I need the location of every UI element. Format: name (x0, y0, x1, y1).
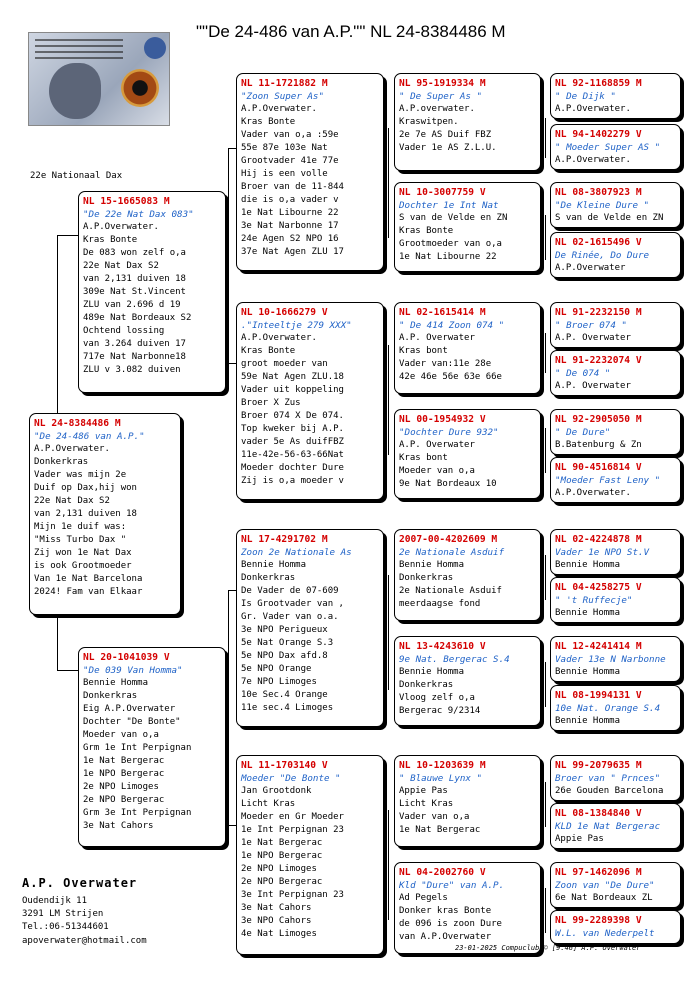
ring-number: NL 13-4243610 V (399, 641, 486, 652)
connector-line (388, 810, 389, 920)
info-line: Moeder en Gr Moeder (241, 812, 344, 822)
pigeon-name: De Rinée, Do Dure (555, 250, 650, 261)
great-grandparent-card[interactable] (394, 529, 541, 621)
info-line: Eig A.P.Overwater (83, 704, 176, 714)
great-grandparent-card[interactable] (394, 862, 541, 954)
info-line: S van de Velde en ZN (399, 213, 508, 223)
ring-number: NL 95-1919334 M (399, 78, 486, 89)
info-line: Hij is een volle (241, 169, 328, 179)
pigeon-name: Dochter 1e Int Nat (399, 200, 499, 211)
print-stamp: 23-01-2025 Compuclub © [9.46] A.P. Overwater (455, 944, 641, 952)
info-line: 2e NPO Limoges (241, 864, 317, 874)
address-line: Oudendijk 11 (22, 896, 88, 906)
info-line: Jan Grootdonk (241, 786, 312, 796)
owner-line: 6e Nat Bordeaux ZL (555, 893, 653, 903)
pigeon-name: W.L. van Nederpelt (555, 928, 655, 939)
pigeon-name: Zoon van "De Dure" (555, 880, 655, 891)
breeder-name: A.P. Overwater (22, 876, 138, 890)
ring-number: NL 10-1203639 M (399, 760, 486, 771)
info-line: Grm 3e Int Perpignan (83, 808, 192, 818)
ring-number: NL 02-1615414 M (399, 307, 486, 318)
info-line: 2e NPO Bergerac (83, 795, 165, 805)
info-line: 717e Nat Narbonne18 (83, 352, 186, 362)
ring-number: NL 02-1615496 V (555, 237, 642, 248)
owner-line: A.P. Overwater (555, 381, 631, 391)
info-line: De 083 won zelf o,a (83, 248, 186, 258)
info-line: Grm 1e Int Perpignan (83, 743, 192, 753)
info-line: Donkerkras (34, 457, 89, 467)
info-line: 1e Nat Bergerac (241, 838, 323, 848)
pigeon-name: " Blauwe Lynx " (399, 773, 482, 784)
info-line: is ook Grootmoeder (34, 561, 132, 571)
owner-line: Bennie Homma (555, 716, 621, 726)
info-line: 1e Int Perpignan 23 (241, 825, 344, 835)
info-line: 489e Nat Bordeaux S2 (83, 313, 192, 323)
pigeon-name: "De 22e Nat Dax 083" (83, 209, 194, 220)
owner-line: Bennie Homma (555, 560, 621, 570)
info-line: Vader 1e AS Z.L.U. (399, 143, 497, 153)
pigeon-name: KLD 1e Nat Bergerac (555, 821, 661, 832)
connector-line (228, 148, 229, 363)
pigeon-name: " De Dijk " (555, 91, 616, 102)
owner-line: Bennie Homma (555, 667, 621, 677)
info-line: 2e Nationale Asduif (399, 586, 502, 596)
ring-number: NL 17-4291702 M (241, 534, 328, 545)
phone-line: Tel.:06-51344601 (22, 922, 109, 933)
pigeon-name: "De 24-486 van A.P." (34, 431, 145, 442)
connector-line (545, 428, 546, 473)
connector-line (388, 345, 389, 455)
info-line: Grootmoeder van o,a (399, 239, 502, 249)
ancestor-card[interactable] (550, 124, 681, 170)
info-line: Broer 074 X De 074. (241, 411, 344, 421)
connector-line (228, 590, 229, 825)
connector-line (57, 235, 79, 236)
pigeon-name: "Dochter Dure 932" (399, 427, 499, 438)
info-line: Kras bont (399, 453, 448, 463)
info-line: Moeder van o,a (399, 466, 475, 476)
pigeon-name: " Broer 074 " (555, 320, 627, 331)
ancestor-card[interactable] (550, 302, 681, 348)
info-line: A.P. Overwater (399, 333, 475, 343)
owner-line: A.P.Overwater (555, 263, 626, 273)
ancestor-card[interactable] (550, 232, 681, 278)
connector-line (545, 555, 546, 600)
pigeon-eye-image (121, 69, 159, 107)
ring-number: 2007-00-4202609 M (399, 534, 498, 545)
ring-number: NL 92-1168859 M (555, 78, 642, 89)
great-grandparent-card[interactable] (394, 636, 541, 726)
ring-number: NL 12-4241414 M (555, 641, 642, 652)
pigeon-name: "Moeder Fast Leny " (555, 475, 661, 486)
info-line: A.P.overwater. (399, 104, 475, 114)
info-line: 4e Nat Limoges (241, 929, 317, 939)
pigeon-name: " De Dure" (555, 427, 611, 438)
breeder-contact (22, 895, 147, 948)
info-line: 37e Nat Agen ZLU 17 (241, 247, 344, 257)
ancestor-card[interactable] (550, 182, 681, 228)
connector-line (388, 128, 389, 238)
info-line: Dochter "De Bonte" (83, 717, 181, 727)
owner-line: S van de Velde en ZN (555, 213, 664, 223)
info-line: 24e Agen S2 NPO 16 (241, 234, 339, 244)
info-line: Donkerkras (399, 573, 454, 583)
pigeon-name: Vader 1e NPO St.V (555, 547, 650, 558)
info-line: 1e NPO Bergerac (83, 769, 165, 779)
ancestor-card[interactable] (550, 862, 681, 908)
page-title: ""De 24-486 van A.P."" NL 24-8384486 M (196, 22, 506, 41)
connector-line (388, 575, 389, 690)
info-line: 1e Nat Bergerac (83, 756, 165, 766)
info-line: 3e NPO Perigueux (241, 625, 328, 635)
info-line: 55e 87e 103e Nat (241, 143, 328, 153)
info-line: 2e 7e AS Duif FBZ (399, 130, 492, 140)
info-line: Vader van o,a (399, 812, 470, 822)
great-grandparent-card[interactable] (394, 409, 541, 499)
ring-number: NL 08-1994131 V (555, 690, 642, 701)
ring-number: NL 08-3807923 M (555, 187, 642, 198)
maternal-grandfather-card[interactable] (236, 529, 384, 727)
ring-number: NL 11-1721882 M (241, 78, 328, 89)
ancestor-card[interactable] (550, 910, 681, 944)
info-line: Donkerkras (399, 680, 454, 690)
info-line: 1e Nat Libourne 22 (241, 208, 339, 218)
pigeon-name: "Zoon Super As" (241, 91, 324, 102)
info-line: Vloog zelf o,a (399, 693, 475, 703)
info-line: 3e NPO Cahors (241, 916, 312, 926)
info-line: Broer van de 11-844 (241, 182, 344, 192)
pigeon-name: " 't Ruffecje" (555, 595, 633, 606)
info-line: 42e 46e 56e 63e 66e (399, 372, 502, 382)
info-line: Grootvader 41e 77e (241, 156, 339, 166)
info-line: Donkerkras (241, 573, 296, 583)
info-line: van 3.264 duiven 17 (83, 339, 186, 349)
owner-line: A.P.Overwater. (555, 488, 631, 498)
owner-line: Appie Pas (555, 834, 604, 844)
info-line: Vader van o,a :59e (241, 130, 339, 140)
owner-line: 26e Gouden Barcelona (555, 786, 664, 796)
pigeon-image (49, 63, 101, 119)
info-line: Kras Bonte (399, 226, 454, 236)
info-line: Ochtend lossing (83, 326, 165, 336)
pigeon-name: 10e Nat. Orange S.4 (555, 703, 661, 714)
pigeon-name: Moeder "De Bonte " (241, 773, 341, 784)
ring-number: NL 92-2905050 M (555, 414, 642, 425)
connector-line (545, 333, 546, 373)
info-line: Van 1e Nat Barcelona (34, 574, 143, 584)
great-grandparent-card[interactable] (394, 182, 541, 272)
pigeon-name: " De 414 Zoon 074 " (399, 320, 505, 331)
info-line: De Vader de 07-609 (241, 586, 339, 596)
pigeon-name: Vader 13e N Narbonne (555, 654, 666, 665)
info-line: 11e-42e-56-63-66Nat (241, 450, 344, 460)
owner-line: B.Batenburg & Zn (555, 440, 642, 450)
info-line: Licht Kras (399, 799, 454, 809)
info-line: 1e Nat Libourne 22 (399, 252, 497, 262)
info-line: Vader van:11e 28e (399, 359, 492, 369)
pigeon-name: Kld "Dure" van A.P. (399, 880, 505, 891)
info-line: A.P.Overwater. (241, 104, 317, 114)
ring-number: NL 10-3007759 V (399, 187, 486, 198)
ring-number: NL 90-4516814 V (555, 462, 642, 473)
info-line: Vader uit koppeling (241, 385, 344, 395)
ring-number: NL 11-1703140 V (241, 760, 328, 771)
info-line: Ad Pegels (399, 893, 448, 903)
info-line: de 096 is zoon Dure (399, 919, 502, 929)
ring-number: NL 99-2289398 V (555, 915, 642, 926)
info-line: 3e Nat Narbonne 17 (241, 221, 339, 231)
info-line: 5e NPO Dax afd.8 (241, 651, 328, 661)
info-line: Is Grootvader van , (241, 599, 344, 609)
info-line: 7e NPO Limoges (241, 677, 317, 687)
info-line: 2e NPO Limoges (83, 782, 159, 792)
pigeon-name: ."Inteeltje 279 XXX" (241, 320, 352, 331)
info-line: Vader was mijn 2e (34, 470, 127, 480)
ring-number: NL 91-2232074 V (555, 355, 642, 366)
ring-number: NL 15-1665083 M (83, 196, 170, 207)
info-line: 2e NPO Bergerac (241, 877, 323, 887)
owner-line: A.P. Overwater (555, 333, 631, 343)
ancestor-card[interactable] (550, 755, 681, 801)
info-line: Appie Pas (399, 786, 448, 796)
ring-number: NL 97-1462096 M (555, 867, 642, 878)
info-line: Kras bont (399, 346, 448, 356)
info-line: groot moeder van (241, 359, 328, 369)
info-line: 59e Nat Agen ZLU.18 (241, 372, 344, 382)
owner-line: A.P.Overwater. (555, 104, 631, 114)
pigeon-name: 2e Nationale Asduif (399, 547, 505, 558)
ancestor-card[interactable] (550, 636, 681, 682)
great-grandparent-card[interactable] (394, 755, 541, 847)
pigeon-name: "De 039 Van Homma" (83, 665, 183, 676)
info-line: ZLU van 2.696 d 19 (83, 300, 181, 310)
ancestor-card[interactable] (550, 577, 681, 623)
info-line: 3e Nat Cahors (83, 821, 154, 831)
ring-number: NL 99-2079635 M (555, 760, 642, 771)
connector-line (545, 662, 546, 707)
info-line: A.P. Overwater (399, 440, 475, 450)
pigeon-name: Broer van " Prnces" (555, 773, 661, 784)
info-line: Donkerkras (83, 691, 138, 701)
info-line: A.P.Overwater. (241, 333, 317, 343)
info-line: Licht Kras (241, 799, 296, 809)
info-line: 9e Nat Bordeaux 10 (399, 479, 497, 489)
info-line: van 2,131 duiven 18 (34, 509, 137, 519)
info-line: die is o,a vader v (241, 195, 339, 205)
info-line: 10e Sec.4 Orange (241, 690, 328, 700)
pigeon-name: " Moeder Super AS " (555, 142, 661, 153)
info-line: Kras Bonte (241, 117, 296, 127)
ring-number: NL 94-1402279 V (555, 129, 642, 140)
ancestor-card[interactable] (550, 685, 681, 731)
ancestor-card[interactable] (550, 409, 681, 455)
address-line: 3291 LM Strijen (22, 909, 104, 920)
ancestor-card[interactable] (550, 803, 681, 849)
info-line: A.P.Overwater. (83, 222, 159, 232)
ancestor-card[interactable] (550, 529, 681, 575)
owner-line: Bennie Homma (555, 608, 621, 618)
info-line: van 2,131 duiven 18 (83, 274, 186, 284)
ring-number: NL 10-1666279 V (241, 307, 328, 318)
info-line: vader 5e As duifFBZ (241, 437, 344, 447)
info-line: 22e Nat Dax S2 (34, 496, 110, 506)
email-link[interactable]: apoverwater@hotmail.com (22, 935, 147, 946)
pigeon-name: 9e Nat. Bergerac S.4 (399, 654, 510, 665)
great-grandparent-card[interactable] (394, 302, 541, 394)
info-line: A.P.Overwater. (34, 444, 110, 454)
ring-number: NL 02-4224878 M (555, 534, 642, 545)
loft-logo-photo (28, 32, 170, 126)
great-grandparent-card[interactable] (394, 73, 541, 171)
paternal-grandmother-card[interactable] (236, 302, 384, 500)
connector-line (57, 670, 79, 671)
ring-number: NL 20-1041039 V (83, 652, 170, 663)
connector-line (57, 235, 58, 415)
pigeon-name: "De Kleine Dure " (555, 200, 650, 211)
club-crest-icon (144, 37, 166, 59)
info-line: 3e Nat Cahors (241, 903, 312, 913)
info-line: Kraswitpen. (399, 117, 459, 127)
info-line: ZLU v 3.082 duiven (83, 365, 181, 375)
pigeon-name: " De 074 " (555, 368, 611, 379)
connector-line (545, 782, 546, 827)
subject-note: 22e Nationaal Dax (30, 171, 123, 181)
info-line: Moeder van o,a (83, 730, 159, 740)
info-line: Bennie Homma (241, 560, 307, 570)
info-line: Bennie Homma (83, 678, 149, 688)
info-line: 2024! Fam van Elkaar (34, 587, 143, 597)
connector-line (545, 888, 546, 933)
info-line: Zij won 1e Nat Dax (34, 548, 132, 558)
info-line: Duif op Dax,hij won (34, 483, 137, 493)
ring-number: NL 08-1384840 V (555, 808, 642, 819)
info-line: 5e NPO Orange (241, 664, 312, 674)
logo-text-block (35, 39, 123, 63)
pigeon-name: " De Super As " (399, 91, 482, 102)
subject-card[interactable] (29, 413, 181, 615)
father-card[interactable] (78, 191, 226, 393)
info-line: Mijn 1e duif was: (34, 522, 127, 532)
info-line: Zij is o,a moeder v (241, 476, 344, 486)
info-line: 22e Nat Dax S2 (83, 261, 159, 271)
ancestor-card[interactable] (550, 73, 681, 119)
info-line: "Miss Turbo Dax " (34, 535, 127, 545)
connector-line (545, 118, 546, 158)
info-line: Kras Bonte (241, 346, 296, 356)
info-line: 11e sec.4 Limoges (241, 703, 334, 713)
ring-number: NL 24-8384486 M (34, 418, 121, 429)
info-line: Bennie Homma (399, 560, 465, 570)
info-line: Bennie Homma (399, 667, 465, 677)
info-line: Kras Bonte (83, 235, 138, 245)
pigeon-name: Zoon 2e Nationale As (241, 547, 352, 558)
info-line: 1e Nat Bergerac (399, 825, 481, 835)
ring-number: NL 04-2002760 V (399, 867, 486, 878)
info-line: 3e Int Perpignan 23 (241, 890, 344, 900)
ring-number: NL 00-1954932 V (399, 414, 486, 425)
info-line: Gr. Vader van o.a. (241, 612, 339, 622)
paternal-grandfather-card[interactable] (236, 73, 384, 271)
mother-card[interactable] (78, 647, 226, 847)
ring-number: NL 04-4258275 V (555, 582, 642, 593)
info-line: Bergerac 9/2314 (399, 706, 481, 716)
ancestor-card[interactable] (550, 457, 681, 503)
info-line: Donker kras Bonte (399, 906, 492, 916)
ring-number: NL 91-2232150 M (555, 307, 642, 318)
info-line: 309e Nat St.Vincent (83, 287, 186, 297)
ancestor-card[interactable] (550, 350, 681, 396)
maternal-grandmother-card[interactable] (236, 755, 384, 955)
info-line: 5e Nat Orange S.3 (241, 638, 334, 648)
info-line: 1e NPO Bergerac (241, 851, 323, 861)
connector-line (545, 215, 546, 260)
info-line: Moeder dochter Dure (241, 463, 344, 473)
info-line: van A.P.Overwater (399, 932, 492, 942)
info-line: Top kweker bij A.P. (241, 424, 344, 434)
info-line: Broer X Zus (241, 398, 301, 408)
owner-line: A.P.Overwater. (555, 155, 631, 165)
info-line: meerdaagse fond (399, 599, 481, 609)
